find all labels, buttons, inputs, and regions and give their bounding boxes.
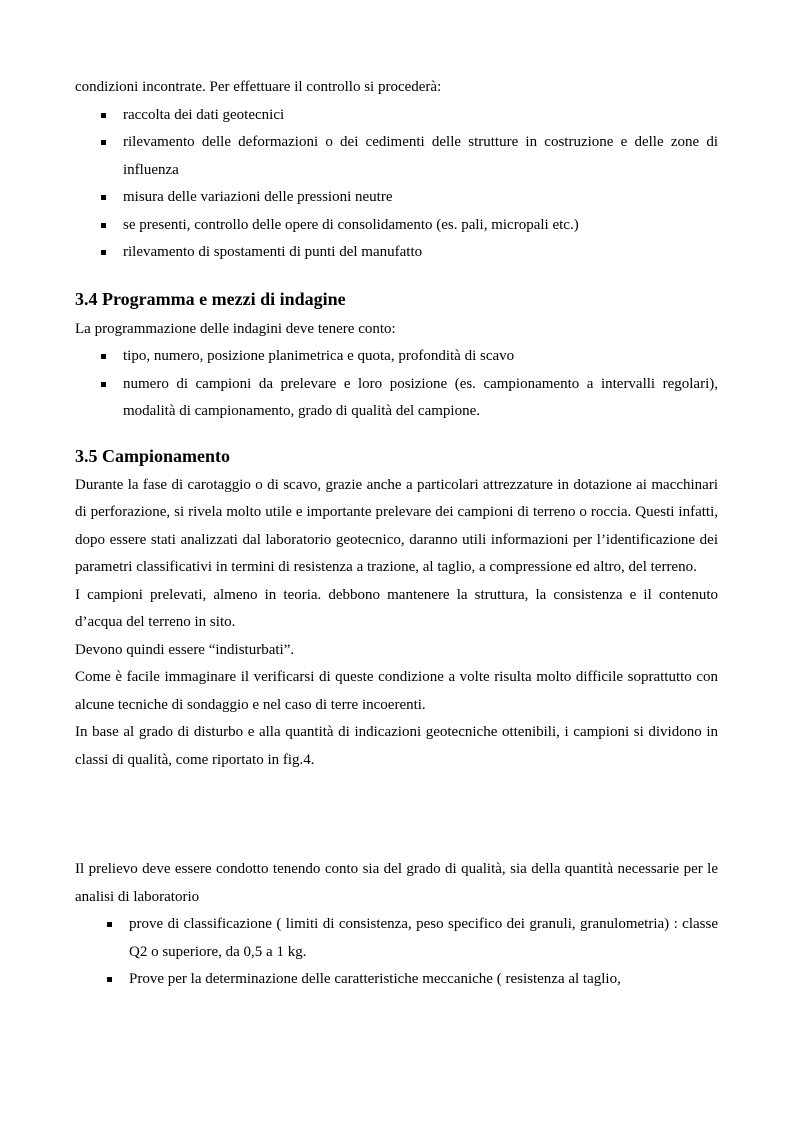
square-bullet-icon [101,113,106,118]
sampling-list [75,911,718,994]
section-3-4-intro: La programmazione delle indagini deve tenere conto: [75,320,396,337]
square-bullet-icon [107,977,112,982]
list-item: Prove per la determinazione delle caratteristiche meccaniche ( resistenza al taglio, [75,966,718,994]
square-bullet-icon [101,195,106,200]
paragraph: Durante la fase di carotaggio o di scavo, grazie anche a particolari attrezzature in dotazione ai macchinari di perforazione, si rivela molto utile e importante prelevare dei campioni di terreno o roccia. Questi infatti, dopo essere stati analizzati dal laboratorio geotecnico, daranno utili informazioni per l’identificazione dei parametri classificativi in termini di resistenza a trazione, al taglio, a compressione ed altro, del terreno. [75,476,718,575]
list-item: rilevamento delle deformazioni o dei cedimenti delle strutture in costruzione e delle zone di influenza [75,129,718,184]
square-bullet-icon [101,223,106,228]
square-bullet-icon [101,250,106,255]
paragraph: In base al grado di disturbo e alla quantità di indicazioni geotecniche ottenibili, i campioni si dividono in classi di qualità, come riportato in fig.4. [75,724,718,768]
control-list [75,102,718,267]
list-item: raccolta dei dati geotecnici [75,102,718,130]
square-bullet-icon [107,922,112,927]
intro-line: condizioni incontrate. Per effettuare il controllo si procederà: [75,79,442,95]
list-item: prove di classificazione ( limiti di consistenza, peso specifico dei granuli, granulometria) : classe Q2 o superiore, da 0,5 a 1 kg. [75,911,718,966]
square-bullet-icon [101,382,106,387]
planning-list [75,343,718,426]
list-item: se presenti, controllo delle opere di consolidamento (es. pali, micropali etc.) [75,212,718,240]
square-bullet-icon [101,140,106,145]
list-item: misura delle variazioni delle pressioni neutre [75,184,718,212]
square-bullet-icon [101,354,106,359]
paragraph: Devono quindi essere “indisturbati”. [75,641,295,658]
list-item: numero di campioni da prelevare e loro posizione (es. campionamento a intervalli regolari), modalità di campionamento, grado di qualità del campione. [75,371,718,426]
list-item: rilevamento di spostamenti di punti del manufatto [75,239,718,267]
document-page [75,74,718,994]
section-heading-3-4: 3.4 Programma e mezzi di indagine [75,288,346,309]
paragraph: I campioni prelevati, almeno in teoria. debbono mantenere la struttura, la consistenza e il contenuto d’acqua del terreno in sito. [75,586,718,630]
paragraph: Come è facile immaginare il verificarsi di queste condizione a volte risulta molto difficile soprattutto con alcune tecniche di sondaggio e nel caso di terre incoerenti. [75,669,718,713]
section-heading-3-5: 3.5 Campionamento [75,445,231,466]
list-item: tipo, numero, posizione planimetrica e quota, profondità di scavo [75,343,718,371]
paragraph: Il prelievo deve essere condotto tenendo conto sia del grado di qualità, sia della quantità necessarie per le analisi di laboratorio [75,861,718,905]
figure-space [75,774,718,856]
